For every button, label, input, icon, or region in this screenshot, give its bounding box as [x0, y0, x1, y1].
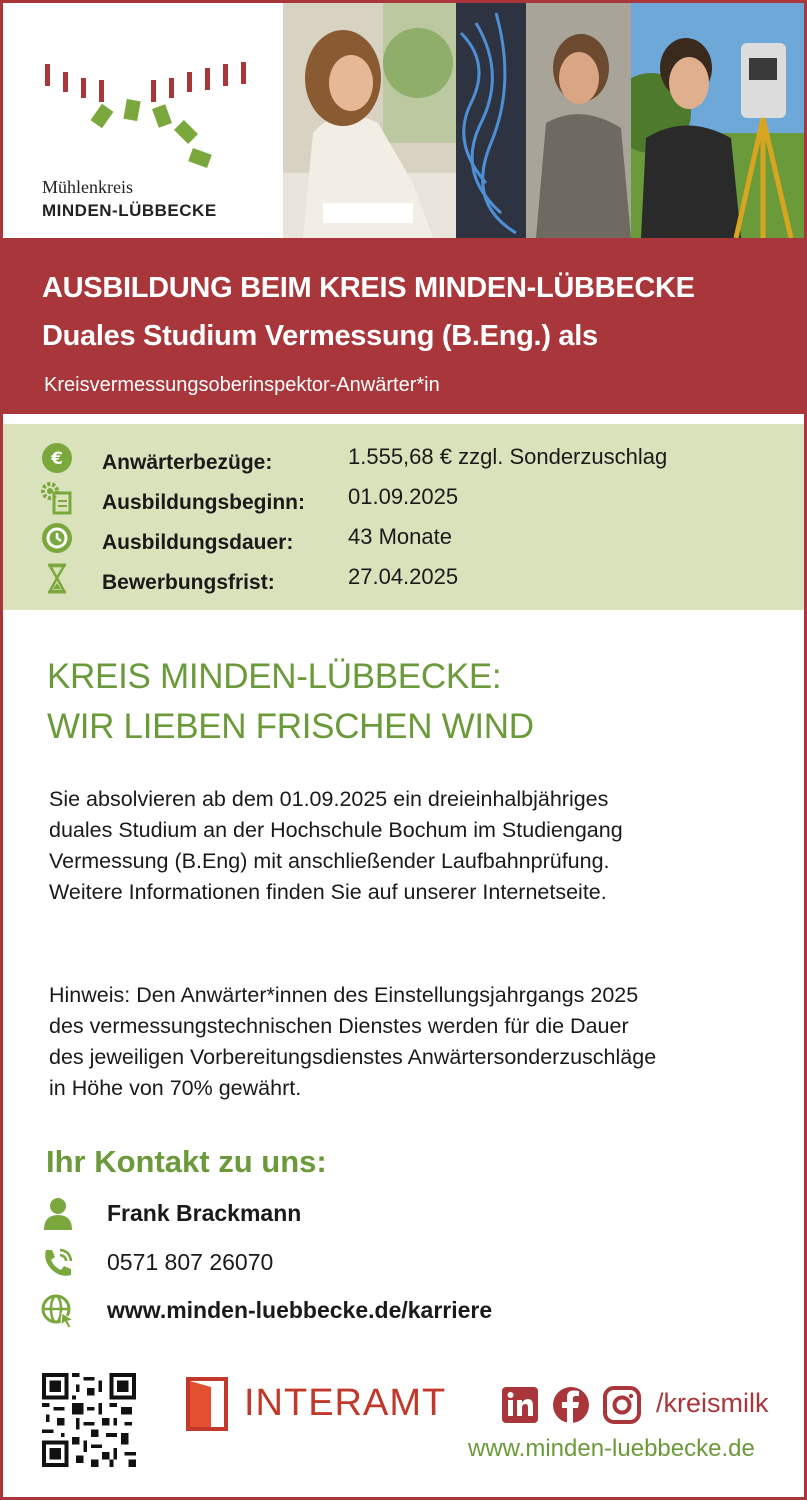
mill-logo-icon [43, 58, 253, 178]
note-line: des vermessungstechnischen Dienstes werden für die Dauer [49, 1014, 629, 1038]
fact-row-start [40, 481, 760, 521]
facebook-icon[interactable] [551, 1385, 591, 1425]
fact-value: 01.09.2025 [348, 484, 459, 509]
contact-phone-row [40, 1245, 600, 1285]
contact-person [40, 1196, 600, 1236]
person-icon [40, 1196, 76, 1232]
interamt-wordmark: INTERAMT [244, 1382, 447, 1424]
clock-icon [40, 521, 74, 555]
description-line: Vermessung (B.Eng) mit anschließender Laufbahnprüfung. [49, 849, 610, 873]
fact-label: Anwärterbezüge: [102, 451, 273, 474]
contact-title: Ihr Kontakt zu uns: [46, 1144, 327, 1179]
note [49, 980, 769, 1104]
euro-icon [40, 441, 74, 475]
fact-row-deadline [40, 561, 760, 601]
position-title: Kreisvermessungsoberinspektor-Anwärter*in [44, 374, 440, 396]
fact-value: 1.555,68 € zzgl. Sonderzuschlag [348, 444, 668, 469]
photo-man-network [456, 3, 631, 238]
fact-value: 27.04.2025 [348, 564, 459, 589]
interamt-door-icon [185, 1377, 229, 1431]
logo-line1: Mühlenkreis [42, 177, 133, 197]
logo [3, 3, 283, 238]
photo-woman-writing [283, 3, 456, 238]
fact-label: Ausbildungsbeginn: [102, 491, 305, 514]
description-line: Sie absolvieren ab dem 01.09.2025 ein dreieinhalbjähriges [49, 787, 609, 811]
page-title: AUSBILDUNG BEIM KREIS MINDEN-LÜBBECKE [42, 272, 695, 304]
logo-line2: MINDEN-LÜBBECKE [42, 201, 217, 220]
instagram-icon[interactable] [602, 1385, 642, 1425]
linkedin-icon[interactable] [500, 1385, 540, 1425]
phone-icon [40, 1245, 76, 1281]
contact-phone[interactable]: 0571 807 26070 [107, 1249, 274, 1275]
fact-value: 43 Monate [348, 524, 452, 549]
note-line: in Höhe von 70% gewährt. [49, 1076, 302, 1100]
contact-web-row [40, 1293, 600, 1333]
fact-label: Ausbildungsdauer: [102, 531, 294, 554]
description-line: Weitere Informationen finden Sie auf unserer Internetseite. [49, 880, 607, 904]
qr-code[interactable] [42, 1373, 136, 1467]
description-line: duales Studium an der Hochschule Bochum im Studiengang [49, 818, 623, 842]
footer-website[interactable]: www.minden-luebbecke.de [468, 1435, 755, 1462]
slogan-line1: KREIS MINDEN-LÜBBECKE: [47, 657, 502, 696]
note-line: des jeweiligen Vorbereitungsdienstes Anwärtersonderzuschläge [49, 1045, 657, 1069]
contact-web[interactable]: www.minden-luebbecke.de/karriere [107, 1297, 493, 1323]
gear-edit-icon [40, 481, 74, 515]
fact-row-salary [40, 441, 760, 481]
hourglass-icon [40, 561, 74, 595]
photo-man-surveying [631, 3, 804, 238]
fact-row-duration [40, 521, 760, 561]
slogan-line2: WIR LIEBEN FRISCHEN WIND [47, 707, 534, 746]
fact-label: Bewerbungsfrist: [102, 571, 275, 594]
contact-name: Frank Brackmann [107, 1200, 302, 1226]
note-line: Hinweis: Den Anwärter*innen des Einstellungsjahrgangs 2025 [49, 983, 639, 1007]
page-subtitle: Duales Studium Vermessung (B.Eng.) als [42, 320, 598, 352]
description [49, 784, 769, 908]
svg-text:€: € [51, 449, 63, 469]
social-handle[interactable]: /kreismilk [656, 1388, 769, 1418]
globe-icon [40, 1293, 76, 1329]
